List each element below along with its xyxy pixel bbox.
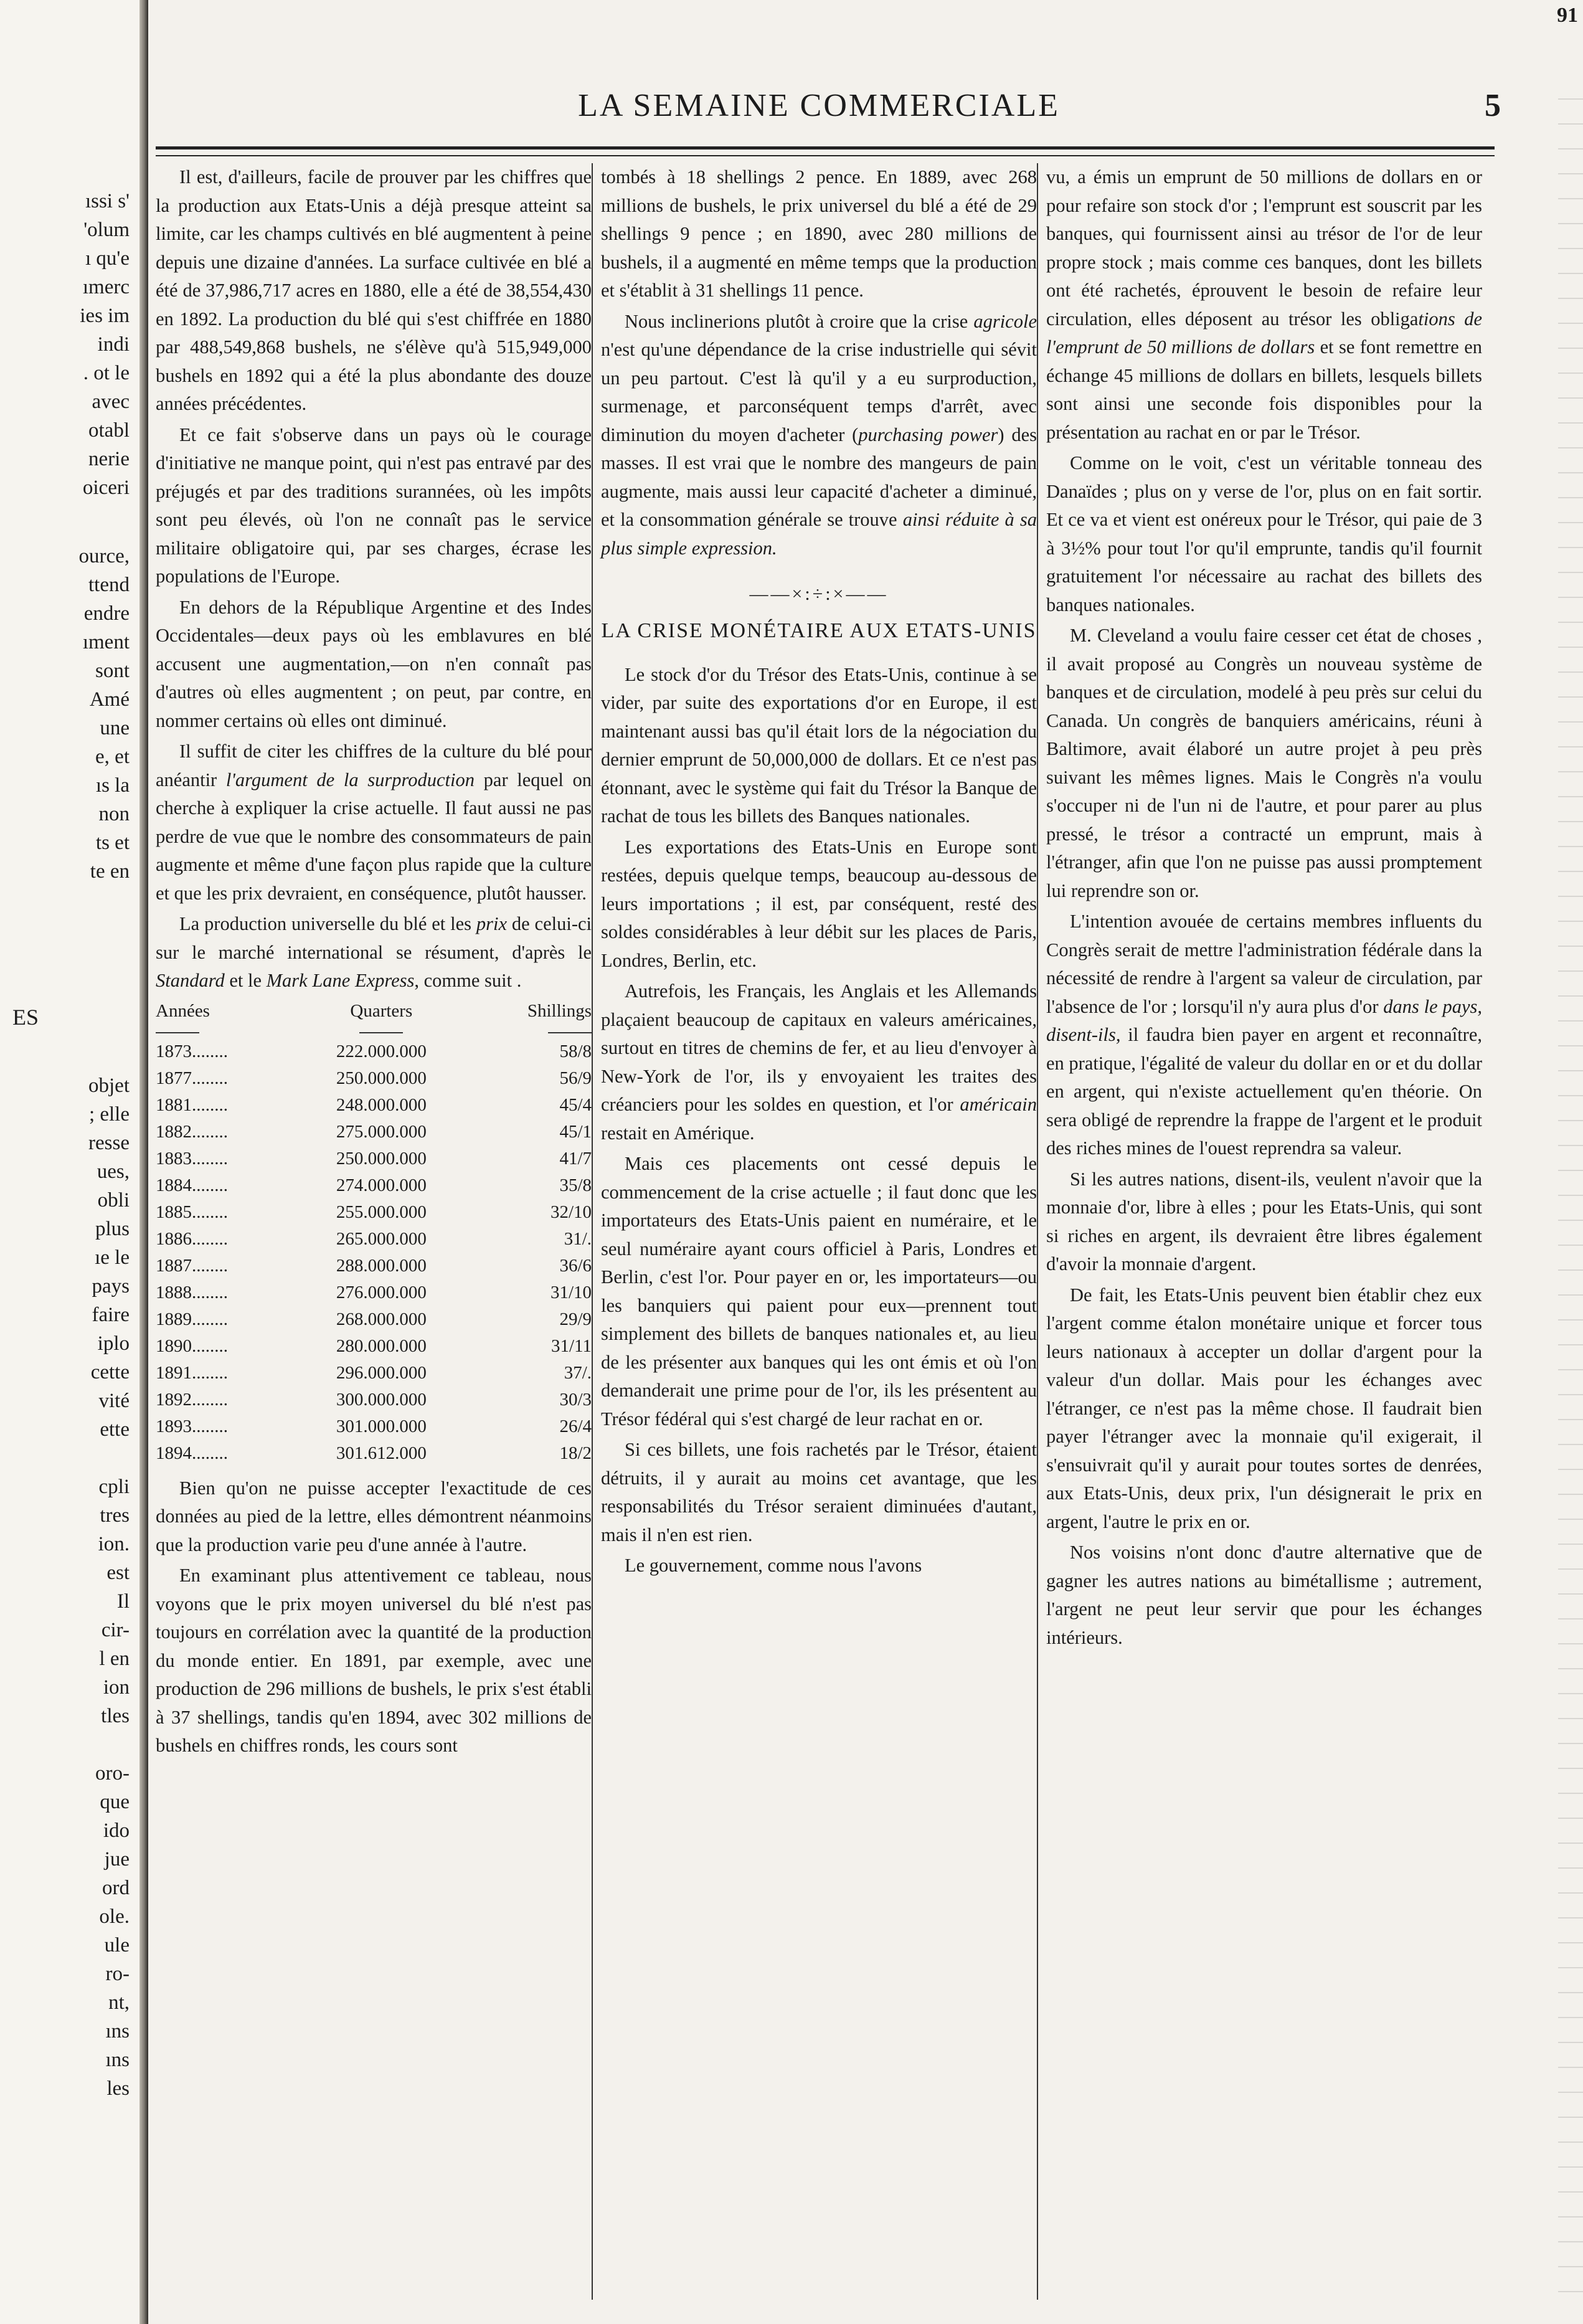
page-header (156, 87, 1501, 131)
table-row (156, 1306, 592, 1333)
table-cell: 45/4 (559, 1094, 592, 1115)
wheat-production-table (156, 998, 592, 1467)
table-cell: 32/10 (550, 1202, 592, 1222)
fragment-line: ıns (105, 2049, 130, 2071)
table-cell: 37/. (564, 1362, 592, 1383)
fragment-line: ıe le (95, 1246, 130, 1269)
table-cell: 1887........ (156, 1255, 228, 1276)
fragment-line: ıns (105, 2020, 130, 2042)
fragment-line: cir- (101, 1619, 130, 1641)
table-cell: 45/1 (559, 1121, 592, 1142)
fragment-line: cpli (98, 1476, 130, 1498)
fragment-line: ts et (95, 832, 130, 854)
table-cell: 1877........ (156, 1068, 228, 1088)
fragment-line: non (98, 803, 130, 825)
table-cell: 274.000.000 (336, 1175, 427, 1195)
table-row (156, 1038, 592, 1065)
table-row (156, 1360, 592, 1387)
section-separator: ——×:÷:×—— (749, 584, 889, 604)
table-cell: 1888........ (156, 1282, 228, 1302)
fragment-line: objet (88, 1074, 130, 1097)
fragment-line: sont (95, 660, 130, 682)
table-row (156, 1413, 592, 1440)
fragment-heading: ES (12, 1005, 39, 1030)
fragment-line: ion. (98, 1533, 130, 1555)
paragraph: Comme on le voit, c'est un véritable tonneau des Danaïdes ; plus on y verse de l'or, plus on en fait sortir. Et ce va et vient est onéreux pour le Trésor, qui paie de 3 à 3½% pour tout l'or qu'il emprunte, tandis qu'il fournit gratuitement l'or nécessaire au rachat des billets des banques nationales. (1046, 452, 1482, 615)
fragment-line: vité (98, 1390, 130, 1412)
column-1 (156, 163, 592, 1763)
table-dash-row (156, 1025, 592, 1038)
table-row (156, 1253, 592, 1279)
fragment-line: plus (95, 1218, 130, 1240)
fragment-line: ette (100, 1418, 130, 1441)
paragraph: L'intention avouée de certains membres influents du Congrès serait de mettre l'administration fédérale dans la nécessité de rendre à l'argent sa valeur de circulation, par l'absence de l'or ; lorsqu'il n'y aura plus d'or dans le pays, disent-ils, il faudra bien payer en argent et reconnaître, en pratique, l'égalité de valeur du dollar en or et du dollar en argent, qui n'existe actuellement qu'en théorie. On sera obligé de reprendre la frappe de l'argent et le produit des riches mines de l'ouest reprendra sa valeur. (1046, 911, 1482, 1159)
paragraph: Le stock d'or du Trésor des Etats-Unis, continue à se vider, par suite des exportations d'or en Europe, il est maintenant aussi bas qu'il était lors de la négociation du dernier emprunt de 50,000,000 de dollars. Et ce n'est pas étonnant, avec le système qui fait du Trésor la Banque de rachat de tous les billets des Banques nationales. (601, 663, 1037, 827)
table-cell: 1890........ (156, 1335, 228, 1356)
table-cell: 250.000.000 (336, 1148, 427, 1169)
section-title: LA CRISE MONÉTAIRE AUX ETATS-UNIS (601, 619, 1037, 642)
table-row (156, 1172, 592, 1199)
column-rule-2 (1037, 163, 1038, 2300)
paragraph: Si ces billets, une fois rachetés par le Trésor, étaient détruits, il y aurait au moins cet avantage, que les responsabilités du Trésor seraient diminuées d'autant, mais il n'en est rien. (601, 1439, 1037, 1545)
table-header: Années (156, 1000, 210, 1021)
fragment-line: endre (83, 602, 130, 625)
table-row (156, 1065, 592, 1092)
table-cell: 41/7 (559, 1148, 592, 1169)
table-cell: 1882........ (156, 1121, 228, 1142)
fragment-line: ıssi s' (85, 190, 130, 212)
table-cell: 1884........ (156, 1175, 228, 1195)
table-cell: 265.000.000 (336, 1228, 427, 1249)
fragment-line: nerie (88, 448, 130, 470)
fragment-line: l en (99, 1648, 130, 1670)
fragment-line: te en (90, 860, 130, 883)
fragment-line: Il (116, 1590, 130, 1613)
table-cell: 275.000.000 (336, 1121, 427, 1142)
fragment-line: faire (92, 1304, 130, 1326)
paragraph: Bien qu'on ne puisse accepter l'exactitude de ces données au pied de la lettre, elles démontrent néanmoins que la production varie peu d'une année à l'autre. (156, 1477, 592, 1555)
table-row (156, 1145, 592, 1172)
paragraph: Il suffit de citer les chiffres de la culture du blé pour anéantir l'argument de la surproduction par lequel on cherche à expliquer la crise actuelle. Il faut aussi ne pas perdre de vue que le nombre des consommateurs de pain augmente et même d'une façon plus rapide que la culture et que les prix devraient, en conséquence, plutôt hausser. (156, 741, 592, 904)
fragment-line: oro- (95, 1762, 130, 1785)
fragment-line: que (100, 1791, 130, 1813)
fragment-line: ord (102, 1877, 130, 1899)
fragment-line: ies im (80, 305, 130, 327)
table-cell: 1883........ (156, 1148, 228, 1169)
table-row (156, 1387, 592, 1413)
paragraph: Mais ces placements ont cessé depuis le commencement de la crise actuelle ; il faut donc que les importateurs des Etats-Unis paient en numéraire, et le seul numéraire ayant cours officiel à Paris, Londres et Berlin, c'est l'or. Pour payer en or, les importateurs—ou les banquiers qui paient pour eux—prennent tout simplement des billets de banques nationales et, au lieu de les présenter aux banques qui les ont émis et où l'on demanderait une prime pour de l'or, ils les présentent au Trésor fédéral qui s'est chargé de leur rachat en or. (601, 1153, 1037, 1430)
fragment-line: ource, (78, 545, 130, 567)
fragment-line: 'olum (83, 219, 130, 241)
fragment-line: . ot le (83, 362, 130, 384)
table-cell: 18/2 (559, 1443, 592, 1463)
fragment-line: ido (103, 1819, 130, 1842)
paragraph: Et ce fait s'observe dans un pays où le courage d'initiative ne manque point, qui n'est pas entravé par des préjugés et par des traditions surannées, où les impôts sont peu élevés, où l'on ne connaît pas le service militaire obligatoire qui, par ses charges, écrase les populations de l'Europe. (156, 424, 592, 587)
table-cell: 26/4 (559, 1416, 592, 1436)
table-cell: 36/6 (559, 1255, 592, 1276)
table-cell: 280.000.000 (336, 1335, 427, 1356)
fragment-line: tles (101, 1705, 130, 1727)
fragment-line: obli (97, 1189, 130, 1212)
fragment-line: ımerc (82, 276, 130, 298)
paragraph: Il est, d'ailleurs, facile de prouver par les chiffres que la production aux Etats-Unis a déjà presque atteint sa limite, car les champs cultivés en blé augmentent à peine depuis une dizaine d'années. La surface cultivée en blé a été de 37,986,717 acres en 1880, elle a été de 38,554,430 en 1892. La production du blé qui s'est chiffrée en 1880 par 488,549,868 bushels, ne s'élève qu'à 515,949,000 bushels en 1892 qui a été la plus abondante des douze années précédentes. (156, 166, 592, 414)
table-cell: 31/. (564, 1228, 592, 1249)
table-cell: 1886........ (156, 1228, 228, 1249)
fragment-line: e, et (95, 746, 130, 768)
fragment-line: jue (104, 1848, 130, 1871)
table-row (156, 1092, 592, 1119)
table-row (156, 1279, 592, 1306)
fragment-line: ro- (105, 1963, 130, 1985)
fragment-line: otabl (88, 419, 130, 442)
fragment-line: est (106, 1562, 130, 1584)
fragment-line: nt, (108, 1991, 130, 2014)
paragraph: De fait, les Etats-Unis peuvent bien établir chez eux l'argent comme étalon monétaire unique et forcer tous leurs nationaux à accepter un dollar d'argent pour la valeur d'un dollar. Mais pour les échanges avec l'étranger, ce n'est pas la même chose. Il faudrait bien payer l'étranger avec la monnaie qu'il exigerait, il s'ensuivrait qu'il y aurait pour toutes sortes de denrées, aux Etats-Unis, deux prix, l'un désignerait le prix en argent, l'autre le prix en or. (1046, 1284, 1482, 1532)
fragment-line: ion (103, 1676, 130, 1699)
table-cell: 301.612.000 (336, 1443, 427, 1463)
table-row (156, 1199, 592, 1226)
paragraph: Autrefois, les Français, les Anglais et les Allemands plaçaient beaucoup de capitaux en valeurs américaines, surtout en titres de chemins de fer, et au lieu d'envoyer à New-York de l'or, ils y envoyaient les traites des créanciers pour les soldes en question, et l'or américain restait en Amérique. (601, 980, 1037, 1144)
table-cell: 58/8 (559, 1041, 592, 1061)
fragment-line: ; elle (88, 1103, 130, 1126)
right-edge-scan-noise (1558, 75, 1583, 2292)
facing-page-fragment (0, 0, 148, 2324)
table-row (156, 1226, 592, 1253)
table-cell: 1891........ (156, 1362, 228, 1383)
fragment-line: ttend (88, 574, 130, 596)
running-head: LA SEMAINE COMMERCIALE (578, 88, 1060, 123)
fragment-line: ıs la (95, 774, 130, 797)
table-cell: 250.000.000 (336, 1068, 427, 1088)
table-cell: 1892........ (156, 1389, 228, 1410)
table-cell: 30/3 (559, 1389, 592, 1410)
column-3 (1046, 163, 1482, 1654)
table-cell: 301.000.000 (336, 1416, 427, 1436)
paragraph: Nous inclinerions plutôt à croire que la crise agricole n'est qu'une dépendance de la crise industrielle qui sévit un peu partout. C'est là qu'il y a eu surproduction, surmenage, et parconséquent temps d'arrêt, avec diminution du moyen d'acheter (purchasing power) des masses. Il est vrai que le nombre des mangeurs de pain augmente, mais aussi leur capacité d'acheter a diminué, et la consommation générale se trouve ainsi réduite à sa plus simple expression. (601, 310, 1037, 559)
paragraph: La production universelle du blé et les prix de celui-ci sur le marché international se résument, d'après le Standard et le Mark Lane Express, comme suit . (156, 913, 592, 991)
paragraph: En dehors de la République Argentine et des Indes Occidentales—deux pays où les emblavures en blé accusent une augmentation,—on n'en connaît pas d'autres où elles augmentent ; on peut, par contre, en nommer certains où elles ont diminué. (156, 596, 592, 731)
fragment-line: les (106, 2077, 130, 2100)
paragraph: En examinant plus attentivement ce tableau, nous voyons que le prix moyen universel du blé n'est pas toujours en corrélation avec la quantité de la production du monde entier. En 1891, par exemple, avec une production de 296 millions de bushels, le prix s'est établi à 37 shellings, tandis qu'en 1894, avec 302 millions de bushels en chiffres ronds, les cours sont (156, 1565, 592, 1756)
table-cell: 276.000.000 (336, 1282, 427, 1302)
table-row (156, 1119, 592, 1145)
table-cell: 29/9 (559, 1309, 592, 1329)
column-rule-1 (592, 163, 593, 2300)
table-cell: 1873........ (156, 1041, 228, 1061)
fragment-line: oiceri (82, 477, 130, 499)
table-cell: 296.000.000 (336, 1362, 427, 1383)
fragment-line: ıment (82, 631, 130, 653)
fragment-line: cette (90, 1361, 130, 1383)
page-number: 5 (1485, 88, 1501, 123)
paragraph: Le gouvernement, comme nous l'avons (625, 1555, 922, 1576)
table-cell: 248.000.000 (336, 1094, 427, 1115)
table-cell: 35/8 (559, 1175, 592, 1195)
table-header: Quarters (350, 1000, 413, 1021)
table-cell: 300.000.000 (336, 1389, 427, 1410)
table-cell: 1889........ (156, 1309, 228, 1329)
paragraph: M. Cleveland a voulu faire cesser cet état de choses , il avait proposé au Congrès un nouveau système de banques et de circulation, modelé à peu près sur celui du Canada. Un congrès de banquiers américains, réuni à Baltimore, avait élaboré un autre projet à peu près suivant les mêmes lignes. Mais le Congrès n'a voulu s'occuper ni de l'un ni de l'autre, et pour parer au plus pressé, le trésor a contracté un emprunt, mais à l'étranger, afin que l'on ne puisse pas aussi promptement lui reprendre son or. (1046, 625, 1482, 901)
table-cell: 268.000.000 (336, 1309, 427, 1329)
table-row (156, 1440, 592, 1467)
fragment-line: indi (97, 333, 130, 356)
paragraph: Les exportations des Etats-Unis en Europe sont restées, depuis quelque temps, beaucoup au-dessous de leurs importations ; il est, par conséquent, resté des soldes considérables à leur débit sur les places de Paris, Londres, Berlin, etc. (601, 836, 1037, 971)
table-cell: 56/9 (559, 1068, 592, 1088)
column-2 (601, 163, 1037, 1583)
page-fold-shadow (139, 0, 148, 2324)
fragment-line: tres (100, 1504, 130, 1527)
corner-mark: 91 (1557, 4, 1578, 27)
paragraph: vu, a émis un emprunt de 50 millions de dollars en or pour refaire son stock d'or ; l'emprunt est souscrit par les banques, qui fournissent ainsi au trésor de l'or de leur propre stock ; mais comme ces banques, dont les billets ont été rachetés, éprouvent le besoin de refaire leur circulation, elles déposent au trésor les obligations de l'emprunt de 50 millions de dollars et se font remettre en échange 45 millions de dollars en billets, lesquels billets sont ainsi une seconde fois disponibles pour la présentation au rachat en or par le Trésor. (1046, 166, 1482, 443)
fragment-line: ule (104, 1934, 130, 1956)
fragment-line: pays (92, 1275, 130, 1297)
fragment-line: ole. (99, 1905, 130, 1928)
fragment-line: ı qu'e (85, 247, 130, 270)
table-cell: 1894........ (156, 1443, 228, 1463)
fragment-line: ues, (97, 1160, 130, 1183)
table-cell: 288.000.000 (336, 1255, 427, 1276)
table-row (156, 1333, 592, 1360)
table-cell: 222.000.000 (336, 1041, 427, 1061)
paragraph: Nos voisins n'ont donc d'autre alternative que de gagner les autres nations au bimétallisme ; autrement, l'argent ne peut leur servir que pour les échanges intérieurs. (1046, 1542, 1482, 1648)
paragraph: tombés à 18 shellings 2 pence. En 1889, avec 268 millions de bushels, le prix universel du blé a été de 29 shellings 9 pence ; en 1890, avec 280 millions de bushels, il a augmenté en même temps que la production et s'établit à 31 shellings 11 pence. (601, 166, 1037, 301)
table-cell: 255.000.000 (336, 1202, 427, 1222)
fragment-line: resse (88, 1132, 130, 1154)
table-cell: 1893........ (156, 1416, 228, 1436)
table-cell: 31/11 (551, 1335, 592, 1356)
fragment-line: iplo (97, 1332, 130, 1355)
header-rule (156, 146, 1495, 156)
table-cell: 1885........ (156, 1202, 228, 1222)
table-cell: 31/10 (550, 1282, 592, 1302)
fragment-line: Amé (89, 688, 130, 711)
table-cell: 1881........ (156, 1094, 228, 1115)
paragraph: Si les autres nations, disent-ils, veulent n'avoir que la monnaie d'or, libre à elles ; pour les Etats-Unis, qui sont si riches en argent, ils devraient être libres également d'avoir la monnaie d'argent. (1046, 1168, 1482, 1274)
fragment-line: avec (92, 391, 130, 413)
table-header: Shillings (527, 1000, 592, 1021)
fragment-line: une (100, 717, 130, 739)
